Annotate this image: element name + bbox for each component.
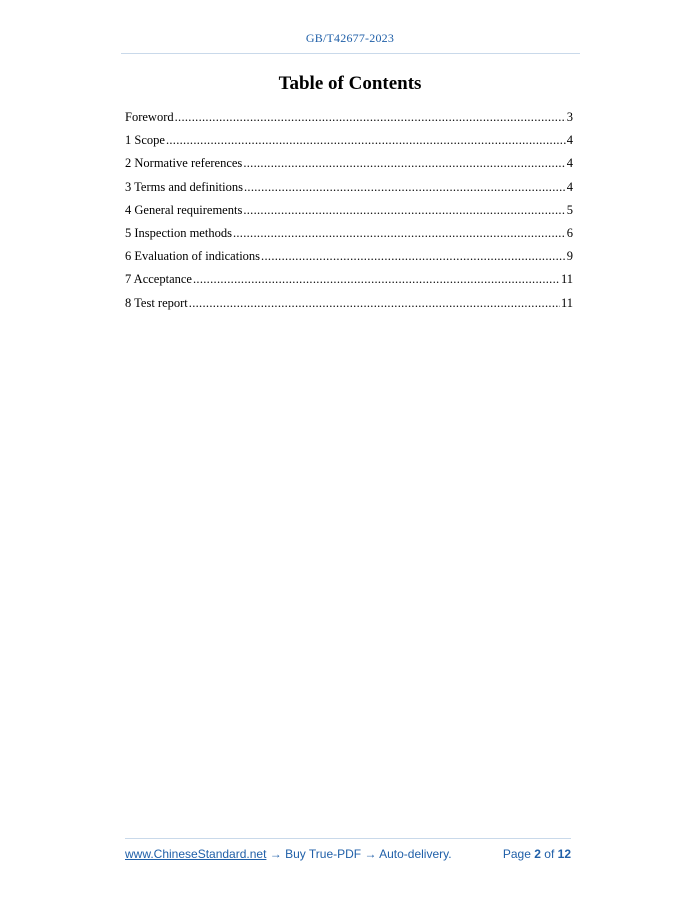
toc-dot-leader [261,249,566,264]
toc-dot-leader [175,110,566,125]
toc-entry-label: 1 Scope [125,133,165,148]
toc-entry-acceptance[interactable] [125,272,573,295]
chinese-standard-link[interactable]: www.ChineseStandard.net [125,847,267,861]
total-pages-number: 12 [557,847,571,861]
toc-entry-foreword[interactable] [125,110,573,133]
toc-list [125,110,573,319]
toc-entry-terms-and-definitions[interactable] [125,180,573,203]
toc-entry-label: 4 General requirements [125,202,243,217]
toc-entry-label: 2 Normative references [125,156,243,171]
toc-entry-page: 3 [566,110,573,124]
toc-dot-leader [166,133,566,148]
toc-entry-page: 9 [566,249,573,264]
toc-entry-page: 4 [566,179,573,194]
of-word: of [544,847,555,861]
header-divider [121,53,580,54]
toc-dot-leader [189,296,560,311]
toc-dot-leader [243,203,565,218]
footer-divider [125,838,571,839]
page-footer [125,847,571,861]
toc-entry-test-report[interactable] [125,296,573,319]
toc-entry-page: 4 [566,156,573,171]
toc-dot-leader [244,180,566,195]
toc-entry-page: 6 [566,225,573,240]
document-code: GB/T42677-2023 [305,31,395,45]
toc-entry-label: 5 Inspection methods [125,225,232,240]
toc-entry-label: 7 Acceptance [125,272,192,287]
toc-dot-leader [193,272,560,287]
toc-title: Table of Contents [278,73,422,94]
toc-entry-label: Foreword [125,110,174,124]
toc-entry-scope[interactable] [125,133,573,156]
toc-entry-normative-references[interactable] [125,156,573,179]
toc-entry-page: 4 [566,133,573,148]
footer-promo-text: → Buy True-PDF → Auto-delivery. [266,847,452,861]
toc-dot-leader [233,226,566,241]
toc-entry-page: 5 [566,202,573,217]
toc-dot-leader [243,156,565,171]
toc-entry-page: 11 [560,295,573,310]
current-page-number: 2 [534,847,541,861]
toc-entry-label: 8 Test report [125,295,188,310]
toc-entry-label: 3 Terms and definitions [125,179,243,194]
toc-entry-label: 6 Evaluation of indications [125,249,261,264]
page-word: Page [502,847,531,861]
toc-entry-evaluation-of-indications[interactable] [125,249,573,272]
page-indicator [503,847,571,861]
toc-entry-general-requirements[interactable] [125,203,573,226]
footer-promo [125,847,452,861]
toc-entry-page: 11 [560,272,573,287]
toc-entry-inspection-methods[interactable] [125,226,573,249]
